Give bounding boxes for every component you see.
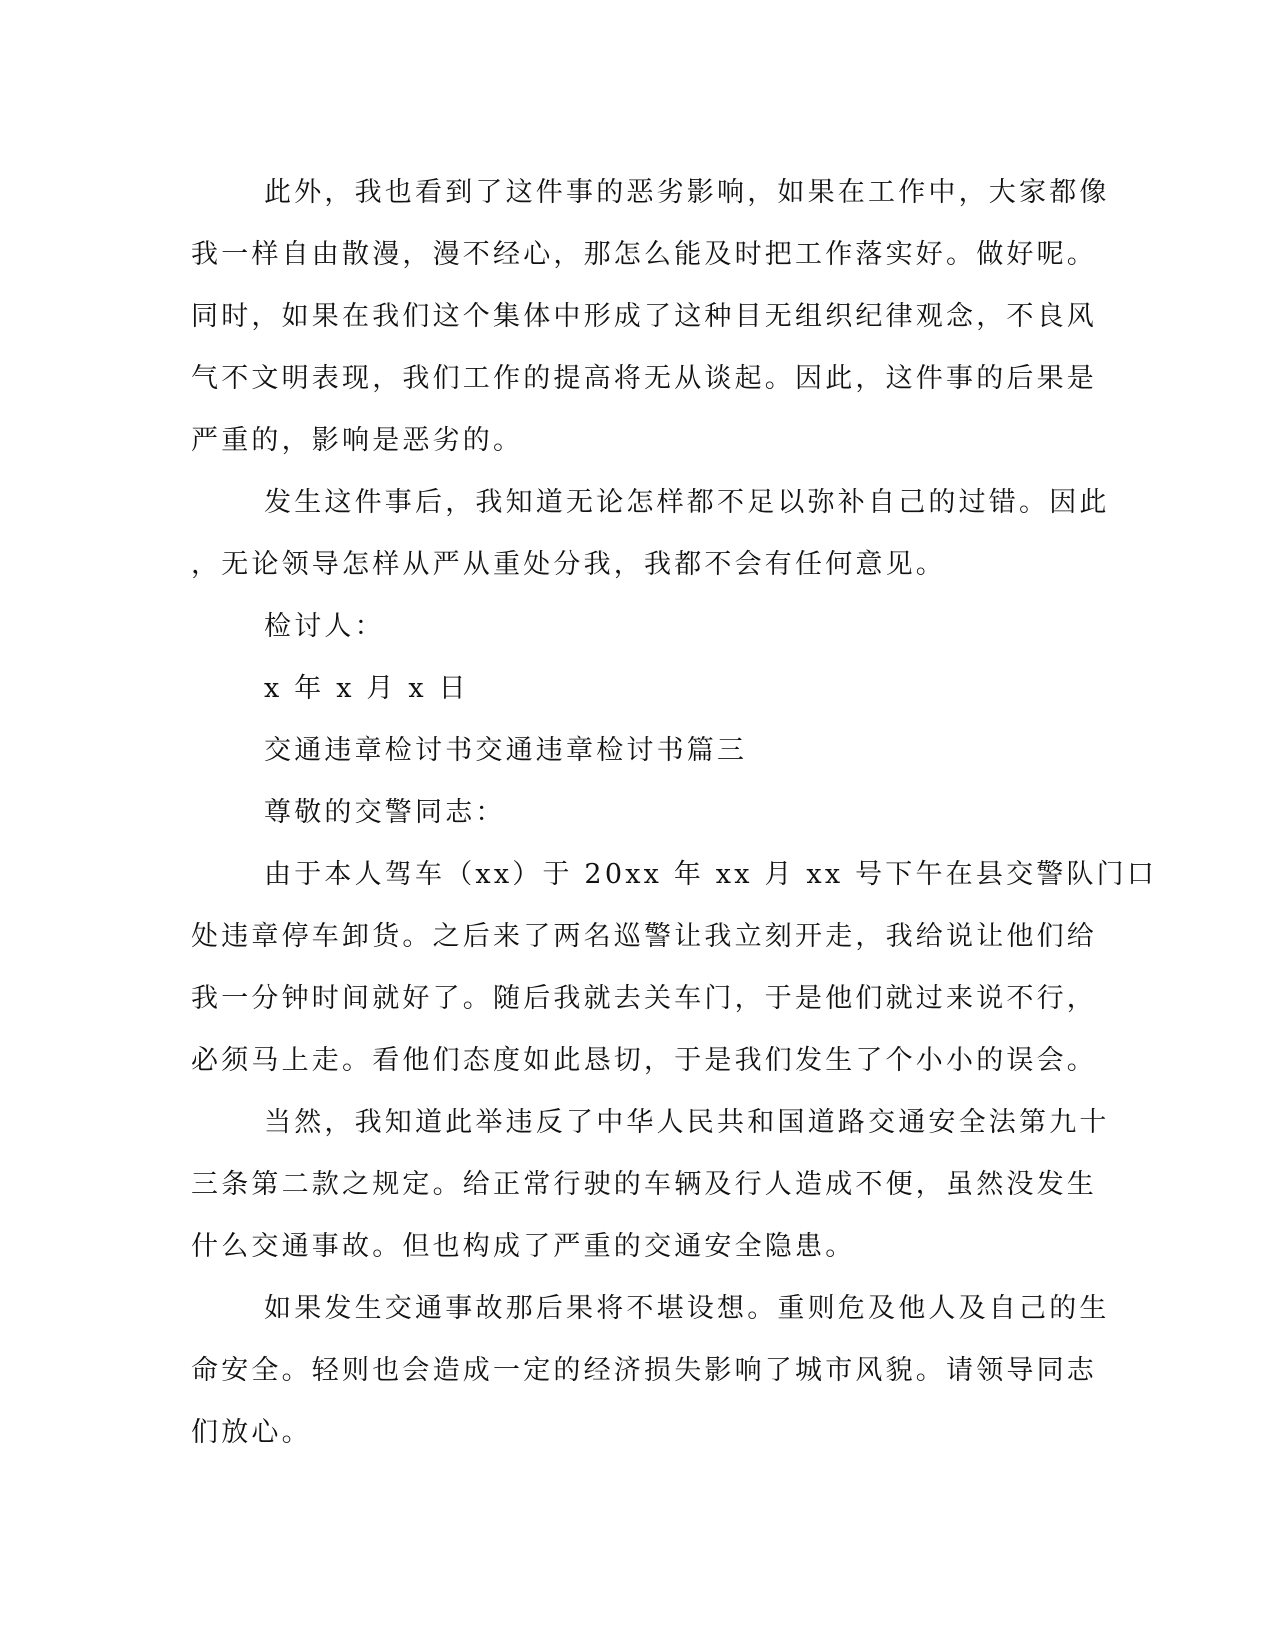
salutation: 尊敬的交警同志：	[264, 797, 506, 828]
document-body	[191, 162, 1158, 1464]
paragraph-line: 必须马上走。看他们态度如此恳切，于是我们发生了个小小的误会。	[191, 1045, 1097, 1076]
date-line: x 年 x 月 x 日	[264, 673, 469, 704]
paragraph-line: 们放心。	[191, 1417, 312, 1448]
paragraph-line: 当然，我知道此举违反了中华人民共和国道路交通安全法第九十	[264, 1107, 1110, 1138]
paragraph-line: 同时，如果在我们这个集体中形成了这种目无组织纪律观念，不良风	[191, 301, 1097, 332]
section-title: 交通违章检讨书交通违章检讨书篇三	[264, 735, 748, 766]
paragraph-line: 气不文明表现，我们工作的提高将无从谈起。因此，这件事的后果是	[191, 363, 1097, 394]
paragraph-line: 命安全。轻则也会造成一定的经济损失影响了城市风貌。请领导同志	[191, 1355, 1097, 1386]
paragraph-line: 处违章停车卸货。之后来了两名巡警让我立刻开走，我给说让他们给	[191, 921, 1097, 952]
paragraph-line: 发生这件事后，我知道无论怎样都不足以弥补自己的过错。因此	[264, 487, 1110, 518]
paragraph-line: 此外，我也看到了这件事的恶劣影响，如果在工作中，大家都像	[264, 177, 1110, 208]
paragraph-line: 如果发生交通事故那后果将不堪设想。重则危及他人及自己的生	[264, 1293, 1110, 1324]
paragraph-line: 严重的，影响是恶劣的。	[191, 425, 524, 456]
paragraph-line: 什么交通事故。但也构成了严重的交通安全隐患。	[191, 1231, 856, 1262]
paragraph-line: 由于本人驾车（xx）于 20xx 年 xx 月 xx 号下午在县交警队门口	[264, 859, 1158, 890]
paragraph-line: ，无论领导怎样从严从重处分我，我都不会有任何意见。	[191, 549, 946, 580]
paragraph-line: 三条第二款之规定。给正常行驶的车辆及行人造成不便，虽然没发生	[191, 1169, 1097, 1200]
signature-label: 检讨人：	[264, 611, 385, 642]
paragraph-line: 我一分钟时间就好了。随后我就去关车门，于是他们就过来说不行，	[191, 983, 1097, 1014]
paragraph-line: 我一样自由散漫，漫不经心，那怎么能及时把工作落实好。做好呢。	[191, 239, 1097, 270]
